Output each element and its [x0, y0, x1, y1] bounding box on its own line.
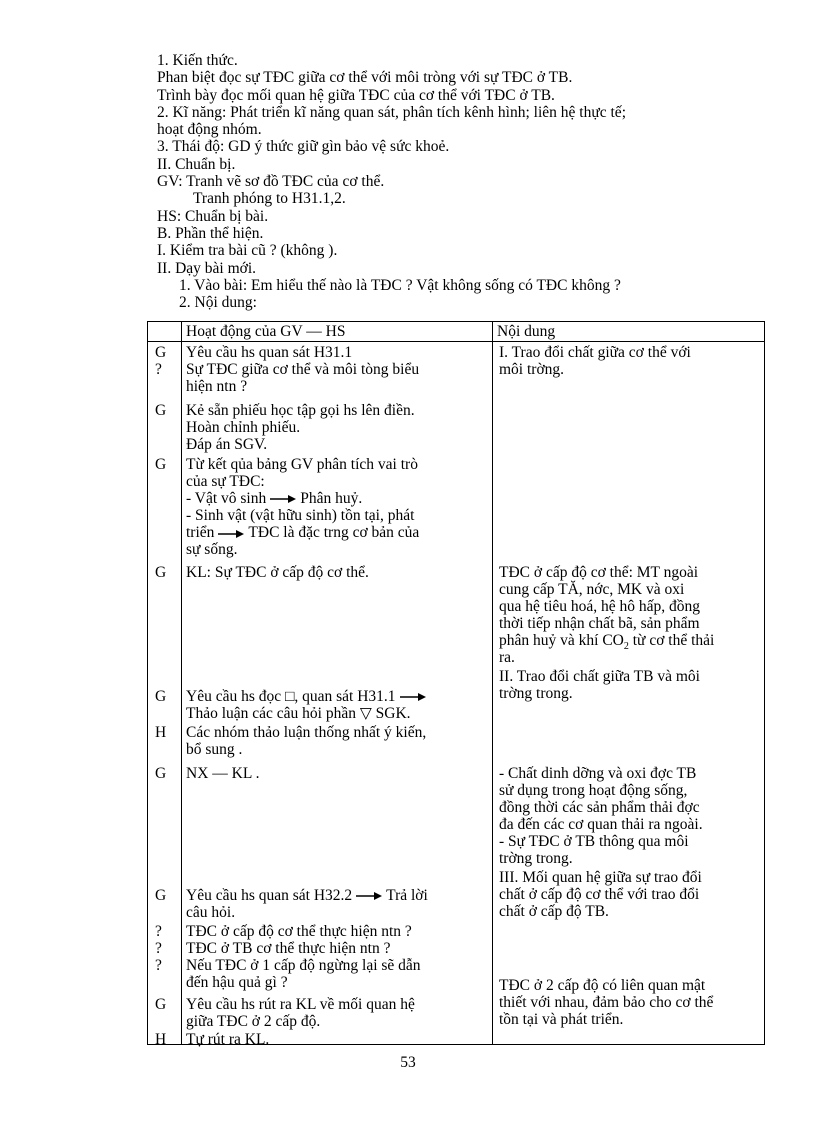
lesson-table: [147, 321, 765, 1048]
role-marker: G: [155, 887, 167, 904]
section-heading: II. Dạy bài mới.: [157, 259, 257, 277]
content-line: II. Trao đổi chất giữa TB và môi: [499, 668, 700, 685]
activity-line: - Sinh vật (vật hữu sinh) tồn tại, phát: [186, 507, 415, 524]
content-line: chất ở cấp độ TB.: [499, 903, 609, 920]
activity-line: Yêu cầu hs rút ra KL về mối quan hệ: [186, 996, 415, 1013]
activity-line: Yêu cầu hs đọc □, quan sát H31.1: [186, 688, 492, 705]
section-heading: B. Phần thể hiện.: [157, 224, 264, 242]
activity-line: Sự TĐC giữa cơ thể và môi tòng biểu: [186, 361, 420, 378]
section-heading: I. Kiểm tra bài cũ ? (không ).: [157, 242, 338, 260]
header-cell-role: [148, 322, 182, 342]
intro-line: 2. Kĩ năng: Phát triển kĩ năng quan sát, phân tích kênh hình; liên hệ thực tế;: [157, 103, 626, 121]
content-line: - Sự TĐC ở TB thông qua môi: [499, 833, 689, 850]
activity-line: đến hậu quả gì ?: [186, 974, 288, 991]
activity-line: bổ sung .: [186, 741, 243, 758]
content-column: [493, 342, 765, 1045]
activity-line: Thảo luận các câu hỏi phần ▽ SGK.: [186, 705, 411, 722]
content-line: trờng trong.: [499, 850, 573, 867]
intro-line: 1. Vào bài: Em hiểu thế nào là TĐC ? Vật không sống có TĐC không ?: [179, 276, 621, 294]
header-cell-content: Nội dung: [493, 322, 765, 342]
table-row: [148, 342, 765, 1045]
content-line: phân huỷ và khí $CO_2$ từ cơ thể thải: [499, 632, 715, 653]
role-marker: G: [155, 402, 167, 419]
arrow-right-icon: [269, 494, 297, 504]
content-line: III. Mối quan hệ giữa sự trao đổi: [499, 869, 702, 886]
content-line: thiết với nhau, đảm bảo cho cơ thể: [499, 994, 714, 1011]
content-line: qua hệ tiêu hoá, hệ hô hấp, đồng: [499, 598, 701, 615]
activity-line: Kẻ sẵn phiếu học tập gọi hs lên điền.: [186, 402, 415, 419]
activity-line: Hoàn chỉnh phiếu.: [186, 419, 301, 436]
role-marker: G: [155, 564, 167, 581]
page-number: 53: [400, 1054, 416, 1071]
intro-line: Tranh phóng to H31.1,2.: [193, 190, 346, 208]
content-line: môi trờng.: [499, 361, 565, 378]
role-marker: ?: [155, 361, 162, 378]
activity-line: sự sống.: [186, 541, 238, 558]
intro-line: 2. Nội dung:: [179, 294, 257, 312]
role-marker: G: [155, 688, 167, 705]
arrow-right-icon: [355, 891, 383, 901]
content-line: thời tiếp nhận chất bã, sản phẩm: [499, 615, 700, 632]
header-cell-activities: Hoạt động của GV — HS: [182, 322, 493, 342]
content-line: cung cấp TĂ, nớc, MK và oxi: [499, 581, 685, 598]
role-column: [148, 342, 182, 1048]
activities-column: [182, 342, 493, 1048]
role-marker: G: [155, 765, 167, 782]
activity-line: TĐC ở cấp độ cơ thể thực hiện ntn ?: [186, 923, 412, 940]
activity-line: NX — KL .: [186, 765, 260, 782]
intro-section: [157, 52, 747, 311]
intro-line: Trình bày đọc mối quan hệ giữa TĐC của cơ thể với TĐC ở TB.: [157, 86, 555, 104]
activity-line: KL: Sự TĐC ở cấp độ cơ thể.: [186, 564, 369, 581]
content-line: tồn tại và phát triển.: [499, 1011, 624, 1028]
activity-line: Các nhóm thảo luận thống nhất ý kiến,: [186, 724, 427, 741]
content-line: chất ở cấp độ cơ thể với trao đổi: [499, 886, 700, 903]
activity-line: Đáp án SGV.: [186, 436, 268, 453]
activity-line: hiện ntn ?: [186, 378, 248, 395]
activity-line: Yêu cầu hs quan sát H31.1: [186, 344, 353, 361]
content-line: I. Trao đổi chất giữa cơ thể với: [499, 344, 691, 361]
activity-line: Yêu cầu hs quan sát H32.2 Trả lời: [186, 887, 428, 904]
activity-line: Nếu TĐC ở 1 cấp độ ngừng lại sẽ dẫn: [186, 957, 421, 974]
content-line: - Chất dinh dỡng và oxi đợc TB: [499, 765, 697, 782]
activity-line: TĐC ở TB cơ thể thực hiện ntn ?: [186, 940, 391, 957]
activity-line: triển TĐC là đặc trng cơ bản của: [186, 524, 420, 541]
content-line: TĐC ở cấp độ cơ thể: MT ngoài: [499, 564, 699, 581]
content-line: sử dụng trong hoạt động sống,: [499, 782, 688, 799]
activity-line: câu hỏi.: [186, 904, 236, 921]
activity-line: của sự TĐC:: [186, 473, 265, 490]
arrow-right-icon: [399, 692, 427, 702]
role-marker: ?: [155, 957, 162, 974]
role-marker: G: [155, 456, 167, 473]
intro-line: hoạt động nhóm.: [157, 121, 262, 139]
content-line: TĐC ở 2 cấp độ có liên quan mật: [499, 977, 706, 994]
role-marker: H: [155, 724, 167, 741]
role-marker: ?: [155, 940, 162, 957]
arrow-right-icon: [217, 528, 245, 538]
intro-line: GV: Tranh vẽ sơ đồ TĐC của cơ thể.: [157, 173, 385, 191]
content-line: trờng trong.: [499, 685, 573, 702]
intro-line: Phan biệt đọc sự TĐC giữa cơ thể với môi tròng với sự TĐC ở TB.: [157, 69, 573, 87]
role-marker: ?: [155, 923, 162, 940]
role-marker: G: [155, 996, 167, 1013]
content-line: ra.: [499, 649, 515, 666]
content-line: đa đến các cơ quan thải ra ngoài.: [499, 816, 703, 833]
intro-line: HS: Chuẩn bị bài.: [157, 207, 269, 225]
activity-line: Tự rút ra KL.: [186, 1031, 270, 1048]
role-marker: G: [155, 344, 167, 361]
activity-line: giữa TĐC ở 2 cấp độ.: [186, 1013, 321, 1030]
role-marker: H: [155, 1031, 167, 1048]
activity-line: - Vật vô sinh Phân huỷ.: [186, 490, 363, 507]
section-heading: 1. Kiến thức.: [157, 52, 238, 69]
section-heading: II. Chuẩn bị.: [157, 155, 236, 173]
table-header-row: [148, 322, 765, 342]
activity-line: Từ kết qủa bảng GV phân tích vai trò: [186, 456, 418, 473]
intro-line: 3. Thái độ: GD ý thức giữ gìn bảo vệ sức khoẻ.: [157, 138, 450, 156]
content-line: đồng thời các sản phẩm thải đợc: [499, 799, 700, 816]
